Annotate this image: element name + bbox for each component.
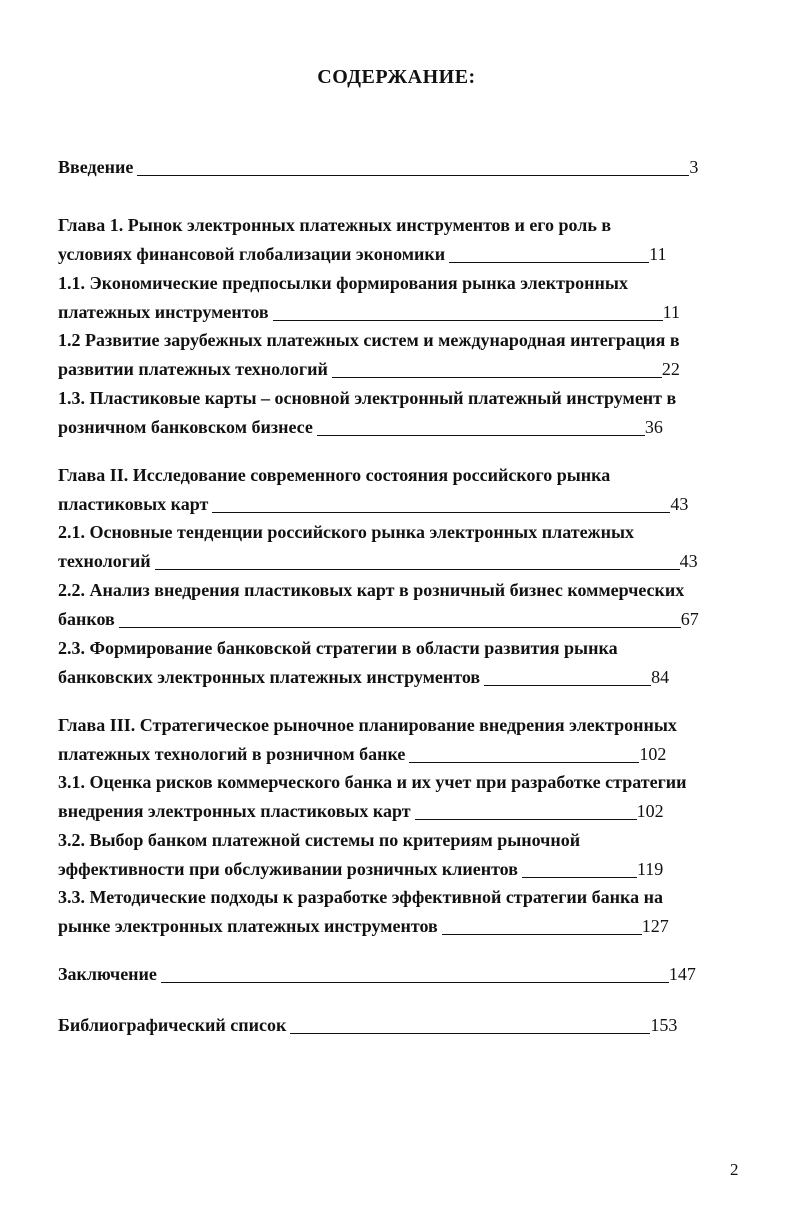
dot-leader bbox=[137, 174, 689, 176]
toc-entry-text: Глава II. Исследование современного состояния российского рынка bbox=[58, 465, 611, 485]
toc-page-number: 84 bbox=[651, 667, 670, 687]
page-title: СОДЕРЖАНИЕ: bbox=[317, 66, 476, 88]
toc-entry-text: 3.1. Оценка рисков коммерческого банка и их учет при разработке стратегии bbox=[58, 772, 687, 792]
dot-leader bbox=[212, 511, 670, 513]
toc-entry-chapter-2 bbox=[58, 461, 744, 519]
toc-entry-conclusion bbox=[58, 960, 744, 989]
toc-page-number: 147 bbox=[668, 964, 696, 984]
toc-entry-2-1 bbox=[58, 518, 744, 576]
toc-page-number: 119 bbox=[636, 859, 664, 879]
toc-entry-text: 1.1. Экономические предпосылки формирования рынка электронных bbox=[58, 273, 628, 293]
toc-page-number: 67 bbox=[680, 609, 699, 629]
toc-page-number: 127 bbox=[641, 916, 669, 936]
toc-entry-title: платежных технологий в розничном банке bbox=[58, 744, 406, 764]
dot-leader bbox=[484, 684, 651, 686]
toc-entry-title: платежных инструментов bbox=[58, 302, 269, 322]
toc-page-number: 102 bbox=[639, 744, 667, 764]
toc-entry-title: Заключение bbox=[58, 964, 157, 984]
toc-entry-2-2 bbox=[58, 576, 744, 634]
toc-entry-bibliography bbox=[58, 1011, 744, 1040]
toc-page-number: 153 bbox=[650, 1015, 678, 1035]
toc-entry-text: 3.2. Выбор банком платежной системы по критериям рыночной bbox=[58, 830, 581, 850]
toc-page-number: 43 bbox=[670, 494, 689, 514]
page-number: 2 bbox=[730, 1160, 739, 1179]
toc-entry-text: 3.3. Методические подходы к разработке эффективной стратегии банка на bbox=[58, 887, 664, 907]
toc-page-number: 43 bbox=[679, 551, 698, 571]
dot-leader bbox=[317, 434, 645, 436]
dot-leader bbox=[161, 981, 669, 983]
toc-entry-text: 1.2 Развитие зарубежных платежных систем и международная интеграция в bbox=[58, 330, 680, 350]
dot-leader bbox=[273, 319, 663, 321]
dot-leader bbox=[155, 568, 680, 570]
toc-page-number: 11 bbox=[649, 244, 667, 264]
toc-entry-title: условиях финансовой глобализации экономики bbox=[58, 244, 446, 264]
toc-entry-text: 2.2. Анализ внедрения пластиковых карт в розничный бизнес коммерческих bbox=[58, 580, 685, 600]
dot-leader bbox=[449, 261, 649, 263]
toc-entry-3-1 bbox=[58, 768, 744, 826]
toc-entry-2-3 bbox=[58, 634, 744, 692]
dot-leader bbox=[119, 626, 681, 628]
toc-entry-title: внедрения электронных пластиковых карт bbox=[58, 801, 411, 821]
toc-entry-1-1 bbox=[58, 269, 744, 327]
dot-leader bbox=[409, 761, 639, 763]
toc-page-number: 36 bbox=[644, 417, 663, 437]
toc-entry-3-2 bbox=[58, 826, 744, 884]
dot-leader bbox=[442, 933, 642, 935]
toc-page-number: 3 bbox=[689, 157, 699, 177]
toc-page-number: 102 bbox=[636, 801, 664, 821]
toc-entry-text: Глава III. Стратегическое рыночное планирование внедрения электронных bbox=[58, 715, 677, 735]
toc-entry-title: банков bbox=[58, 609, 115, 629]
toc-entry-text: 2.3. Формирование банковской стратегии в области развития рынка bbox=[58, 638, 618, 658]
toc-entry-title: банковских электронных платежных инструментов bbox=[58, 667, 481, 687]
toc-entry-3-3 bbox=[58, 883, 744, 941]
dot-leader bbox=[290, 1032, 650, 1034]
toc-entry-title: розничном банковском бизнесе bbox=[58, 417, 313, 437]
toc-page-number: 11 bbox=[662, 302, 680, 322]
toc-entry-1-2 bbox=[58, 326, 744, 384]
toc-entry-1-3 bbox=[58, 384, 744, 442]
dot-leader bbox=[522, 876, 637, 878]
toc-entry-intro bbox=[58, 153, 744, 182]
toc-entry-title: развитии платежных технологий bbox=[58, 359, 328, 379]
toc-entry-title: технологий bbox=[58, 551, 151, 571]
toc-entry-text: 1.3. Пластиковые карты – основной электронный платежный инструмент в bbox=[58, 388, 677, 408]
dot-leader bbox=[332, 376, 662, 378]
toc-entry-chapter-3 bbox=[58, 711, 744, 769]
toc-entry-title: рынке электронных платежных инструментов bbox=[58, 916, 438, 936]
toc-entry-chapter-1 bbox=[58, 211, 744, 269]
dot-leader bbox=[415, 818, 637, 820]
toc-entry-text: Глава 1. Рынок электронных платежных инструментов и его роль в bbox=[58, 215, 612, 235]
toc-entry-title: Библиографический список bbox=[58, 1015, 287, 1035]
toc-entry-title: пластиковых карт bbox=[58, 494, 209, 514]
toc-page-number: 22 bbox=[661, 359, 680, 379]
toc-entry-title: Введение bbox=[58, 157, 134, 177]
toc-entry-title: эффективности при обслуживании розничных клиентов bbox=[58, 859, 518, 879]
toc-entry-text: 2.1. Основные тенденции российского рынка электронных платежных bbox=[58, 522, 635, 542]
